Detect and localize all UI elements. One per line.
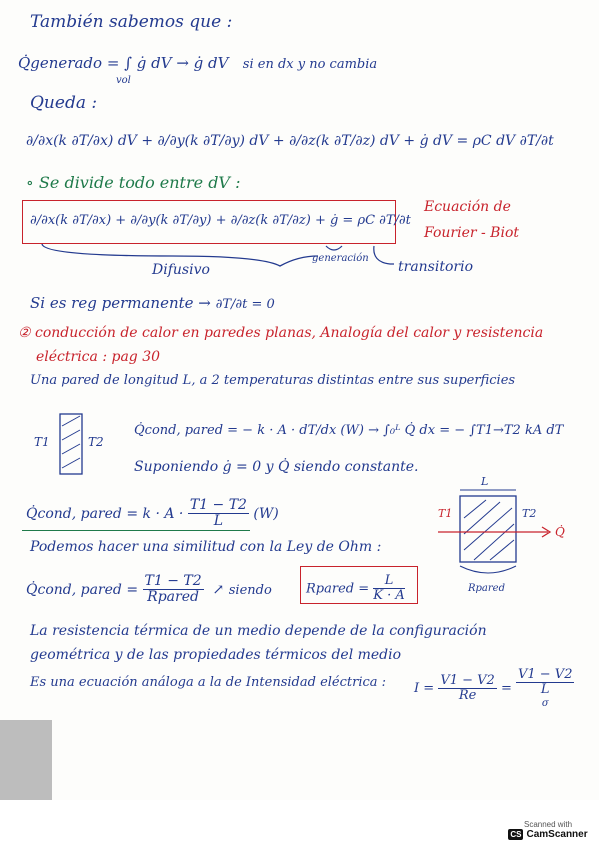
- wall-hatch: [62, 416, 80, 426]
- line-resistencia-termica: La resistencia térmica de un medio depende de la configuración: [30, 623, 487, 639]
- rpared-fraction: [373, 574, 405, 604]
- equation-rpared: [306, 574, 405, 604]
- line-regimen-permanente: [30, 296, 275, 311]
- qcond2-fraction: [188, 498, 249, 530]
- wall2-hatch: [464, 502, 500, 534]
- line-ecuacion-analoga: Es una ecuación análoga a la de Intensidad eléctrica :: [30, 675, 387, 690]
- fourier-biot-diffusive-terms: ∂/∂x(k ∂T/∂x) + ∂/∂y(k ∂T/∂y) + ∂/∂z(k ∂T/∂z): [30, 213, 311, 228]
- camscanner-text: [507, 829, 589, 840]
- ohm-num1: V1 − V2: [440, 672, 495, 688]
- label-difusivo: Difusivo: [152, 262, 210, 278]
- rpared-brace: [460, 566, 516, 573]
- camscanner-logo-icon: CS: [510, 830, 522, 839]
- qcond2-den: L: [213, 513, 224, 530]
- ohm-den1: Re: [458, 687, 477, 703]
- line-conduccion-titulo: ② conducción de calor en paredes planas, Analogía del calor y resistencia: [18, 325, 544, 341]
- brace-generacion: [326, 246, 342, 250]
- wall-hatch: [62, 458, 80, 468]
- ohm-den2b: σ: [541, 697, 549, 709]
- siendo-label: siendo: [228, 582, 272, 598]
- line-qgenerado: [18, 56, 377, 71]
- equation-qcond-resistencia: Q̇cond, pared = $\frac{T1 - T2}{\text{Rpared}}$ ↗ siendo: [26, 573, 272, 606]
- equation-qcond-diferencial: Q̇cond, pared = − k · A · dT/dx (W) → ∫₀ᴸ Q̇ dx = − ∫T1→T2 kA dT: [134, 423, 564, 438]
- line-queda: Queda :: [30, 93, 98, 113]
- equation-ohm: [414, 668, 574, 709]
- qcond3-num: T1 − T2: [144, 573, 202, 589]
- rpared-num: L: [373, 574, 405, 589]
- rpared-den: K · A: [373, 588, 405, 604]
- sketch-label-rpared: Rpared: [468, 583, 505, 594]
- label-transitorio: transitorio: [398, 259, 473, 275]
- wall-hatch: [62, 444, 80, 454]
- qgenerado-label: Q̇generado =: [18, 54, 120, 72]
- qcond3-fraction: [143, 574, 204, 606]
- sketch-label-t2: T2: [522, 507, 537, 520]
- ohm-equals: =: [500, 680, 512, 696]
- underline-qcond: [22, 530, 250, 531]
- ohm-prefix: I =: [414, 680, 435, 696]
- ohm-fraction-1: [438, 674, 496, 704]
- label-generacion: generación: [312, 253, 369, 264]
- reg-permanente-eq: ∂T/∂t = 0: [215, 297, 275, 312]
- wall2-hatch: [464, 508, 512, 550]
- camscanner-name: CamScanner: [526, 829, 588, 840]
- integral-subscript-vol: vol: [116, 75, 131, 86]
- qcond2-prefix: Q̇cond, pared = k · A ·: [26, 505, 184, 522]
- wall-label-t1: T1: [34, 435, 50, 449]
- qcond2-num: T1 − T2: [189, 497, 247, 513]
- scanned-with-text: Scanned with: [523, 820, 573, 829]
- equation-queda: ∂/∂x(k ∂T/∂x) dV + ∂/∂y(k ∂T/∂y) dV + ∂/∂z(k ∂T/∂z) dV + ġ dV = ρC dV ∂T/∂t: [26, 133, 554, 149]
- qcond3-prefix: Q̇cond, pared =: [26, 581, 139, 598]
- ohm-num2: V1 − V2: [517, 667, 573, 682]
- sketch-label-q: Q̇: [555, 525, 565, 539]
- wall-label-t2: T2: [88, 435, 104, 449]
- reg-permanente-text: Si es reg permanente →: [30, 294, 211, 312]
- label-ecuacion-de: Ecuación de: [424, 199, 511, 215]
- wall-flux-sketch: [430, 482, 570, 588]
- rpared-prefix: Rpared =: [306, 581, 370, 597]
- label-fourier-biot: Fourier - Biot: [424, 225, 519, 241]
- equation-qcond-resultado: [26, 498, 279, 530]
- wall2-hatch: [474, 524, 514, 560]
- qcond3-den: Rpared: [147, 589, 199, 606]
- scan-shadow: [0, 720, 52, 800]
- sketch-label-l: L: [481, 475, 489, 488]
- wall-rect: [60, 414, 82, 474]
- brace-transitorio: [374, 246, 394, 264]
- fourier-biot-rhs: + ġ = ρC ∂T/∂t: [314, 213, 411, 228]
- line-suponiendo: Suponiendo ġ = 0 y Q̇ siendo constante.: [134, 459, 419, 475]
- line-se-divide: ∘ Se divide todo entre dV :: [26, 173, 241, 192]
- ohm-fraction-2: [516, 668, 574, 709]
- qcond2-unit: (W): [253, 505, 279, 522]
- line-geometrica: geométrica y de las propiedades térmicos del medio: [30, 647, 402, 663]
- line-podemos-hacer: Podemos hacer una similitud con la Ley de Ohm :: [30, 539, 382, 555]
- ohm-den2a: L: [540, 682, 550, 698]
- line-tambien-sabemos: También sabemos que :: [30, 12, 233, 32]
- qgenerado-integral: ∫ ġ dV → ġ dV: [124, 54, 229, 72]
- line-electrica-pag: eléctrica : pag 30: [36, 349, 161, 365]
- line-una-pared: Una pared de longitud L, a 2 temperaturas distintas entre sus superficies: [30, 373, 516, 388]
- wall-hatch: [62, 430, 80, 440]
- camscanner-watermark: [507, 820, 589, 840]
- equation-fourier-biot: [30, 214, 411, 227]
- wall2-hatch: [464, 500, 486, 518]
- qgenerado-note: si en dx y no cambia: [242, 57, 378, 72]
- sketch-label-t1: T1: [438, 507, 453, 520]
